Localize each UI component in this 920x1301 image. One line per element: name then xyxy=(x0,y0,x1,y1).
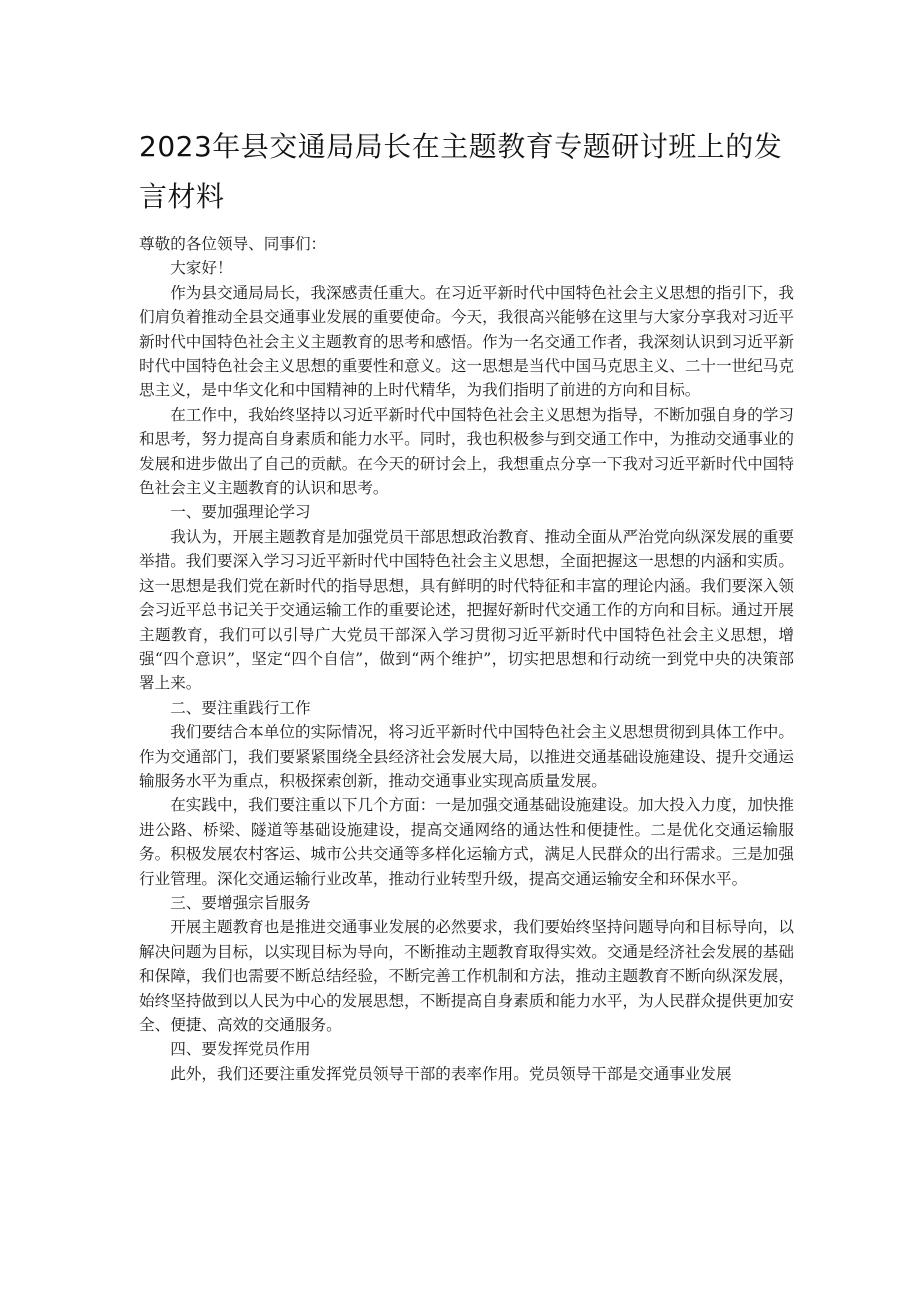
document-body xyxy=(139,232,794,1086)
paragraph: 作为县交通局局长，我深感责任重大。在习近平新时代中国特色社会主义思想的指引下，我们肩负着推动全县交通事业发展的重要使命。今天，我很高兴能够在这里与大家分享我对习近平新时代中国特色社会主义主题教育的思考和感悟。作为一名交通工作者，我深刻认识到习近平新时代中国特色社会主义思想的重要性和意义。这一思想是当代中国马克思主义、二十一世纪马克思主义，是中华文化和中国精神的上时代精华，为我们指明了前进的方向和目标。 xyxy=(139,283,794,400)
section-heading: 一、要加强理论学习 xyxy=(170,503,311,522)
section-heading: 二、要注重践行工作 xyxy=(170,698,311,717)
section-heading: 三、要增强宗旨服务 xyxy=(170,893,311,912)
paragraph: 开展主题教育也是推进交通事业发展的必然要求，我们要始终坚持问题导向和目标导向，以解决问题为目标，以实现目标为导向，不断推动主题教育取得实效。交通是经济社会发展的基础和保障，我们也需要不断总结经验，不断完善工作机制和方法，推动主题教育不断向纵深发展，始终坚持做到以人民为中心的发展思想，不断提高自身素质和能力水平，为人民群众提供更加安全、便捷、高效的交通服务。 xyxy=(139,918,794,1034)
paragraph: 此外，我们还要注重发挥党员领导干部的表率作用。党员领导干部是交通事业发展 xyxy=(170,1064,732,1083)
greeting: 大家好！ xyxy=(170,259,233,278)
document-title: 2023年县交通局局长在主题教育专题研讨班上的发言材料 xyxy=(139,130,783,213)
paragraph: 我认为，开展主题教育是加强党员干部思想政治教育、推动全面从严治党向纵深发展的重要举措。我们要深入学习习近平新时代中国特色社会主义思想，全面把握这一思想的内涵和实质。这一思想是我们党在新时代的指导思想，具有鲜明的时代特征和丰富的理论内涵。我们要深入领会习近平总书记关于交通运输工作的重要论述，把握好新时代交通工作的方向和目标。通过开展主题教育，我们可以引导广大党员干部深入学习贯彻习近平新时代中国特色社会主义思想，增强“四个意识”，坚定“四个自信”，做到“两个维护”，切实把思想和行动统一到党中央的决策部署上来。 xyxy=(139,527,794,693)
paragraph: 在工作中，我始终坚持以习近平新时代中国特色社会主义思想为指导，不断加强自身的学习和思考，努力提高自身素质和能力水平。同时，我也积极参与到交通工作中，为推动交通事业的发展和进步做出了自己的贡献。在今天的研讨会上，我想重点分享一下我对习近平新时代中国特色社会主义主题教育的认识和思考。 xyxy=(139,405,794,498)
paragraph: 我们要结合本单位的实际情况，将习近平新时代中国特色社会主义思想贯彻到具体工作中。作为交通部门，我们要紧紧围绕全县经济社会发展大局，以推进交通基础设施建设、提升交通运输服务水平为重点，积极探索创新，推动交通事业实现高质量发展。 xyxy=(139,723,794,790)
salutation: 尊敬的各位领导、同事们： xyxy=(139,235,327,253)
paragraph: 在实践中，我们要注重以下几个方面：一是加强交通基础设施建设。加大投入力度，加快推进公路、桥梁、隧道等基础设施建设，提高交通网络的通达性和便捷性。二是优化交通运输服务。积极发展农村客运、城市公共交通等多样化运输方式，满足人民群众的出行需求。三是加强行业管理。深化交通运输行业改革，推动行业转型升级，提高交通运输安全和环保水平。 xyxy=(139,796,794,888)
section-heading: 四、要发挥党员作用 xyxy=(170,1040,311,1059)
